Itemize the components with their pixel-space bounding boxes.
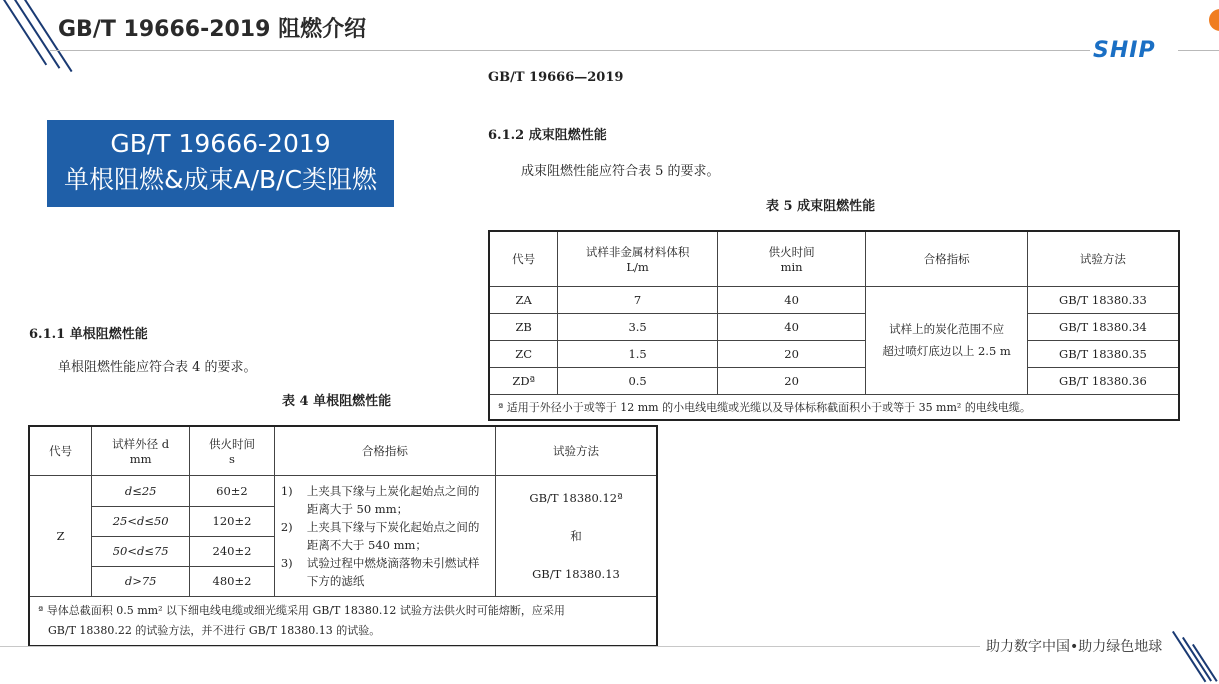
table-5-header-criteria: 合格指标 xyxy=(866,231,1027,286)
table-5-header-row xyxy=(489,231,1179,286)
criteria-line-2: 超过喷灯底边以上 2.5 m xyxy=(882,344,1011,358)
header-time-label: 供火时间 xyxy=(208,436,255,451)
header-divider xyxy=(50,50,1090,51)
table-cell: 0.5 xyxy=(558,367,717,394)
table-cell: 50<d≤75 xyxy=(92,536,190,566)
table-5-header-volume xyxy=(558,231,717,286)
section-6-1-1-heading: 6.1.1 单根阻燃性能 xyxy=(29,327,148,342)
header-time-label: 供火时间 xyxy=(768,244,815,259)
table-cell: ZC xyxy=(489,340,558,367)
table-4 xyxy=(28,425,658,647)
table-5-criteria-cell xyxy=(866,286,1027,394)
table-4-criteria-cell xyxy=(274,475,495,596)
header-volume-unit: L/m xyxy=(626,259,649,274)
criteria-text: 上夹具下缘与下炭化起始点之间的距离不大于 540 mm； xyxy=(306,519,480,552)
table-4-caption: 表 4 单根阻燃性能 xyxy=(282,394,392,409)
table-cell: d>75 xyxy=(92,566,190,596)
table-cell: 7 xyxy=(558,286,717,313)
banner-line-1: GB/T 19666-2019 xyxy=(110,129,331,158)
table-4-footnote xyxy=(29,596,657,646)
method-1: GB/T 18380.12ª xyxy=(529,490,623,505)
table-cell: GB/T 18380.33 xyxy=(1027,286,1179,313)
criteria-line-1: 试样上的炭化范围不应 xyxy=(889,322,1005,336)
table-cell: ZA xyxy=(489,286,558,313)
table-row xyxy=(489,286,1179,313)
table-cell: 480±2 xyxy=(190,566,275,596)
criteria-item xyxy=(281,482,489,518)
criteria-item xyxy=(281,554,489,590)
section-6-1-2-text: 成束阻燃性能应符合表 5 的要求。 xyxy=(521,164,720,179)
table-cell: d≤25 xyxy=(92,475,190,506)
section-6-1-1-text: 单根阻燃性能应符合表 4 的要求。 xyxy=(58,360,257,375)
table-cell: 20 xyxy=(717,340,866,367)
title-banner xyxy=(47,120,394,207)
table-cell: 20 xyxy=(717,367,866,394)
header-diameter-label: 试样外径 d xyxy=(112,436,170,451)
table-5-footnote: ª 适用于外径小于或等于 12 mm 的小电线电缆或光缆以及导体标称截面积小于或等于 35 mm² 的电线电缆。 xyxy=(489,394,1179,420)
table-cell: 120±2 xyxy=(190,506,275,536)
table-5-header-code: 代号 xyxy=(489,231,558,286)
table-cell: 60±2 xyxy=(190,475,275,506)
table-cell: GB/T 18380.34 xyxy=(1027,313,1179,340)
table-5-header-method: 试验方法 xyxy=(1027,231,1179,286)
table-cell: ZDª xyxy=(489,367,558,394)
table-4-header-diameter xyxy=(92,426,190,475)
table-cell: GB/T 18380.36 xyxy=(1027,367,1179,394)
table-cell: 25<d≤50 xyxy=(92,506,190,536)
table-4-header-method: 试验方法 xyxy=(495,426,657,475)
table-4-footnote-row xyxy=(29,596,657,646)
table-4-header-criteria: 合格指标 xyxy=(274,426,495,475)
method-and: 和 xyxy=(570,528,582,543)
table-row xyxy=(489,313,1179,340)
table-cell: 40 xyxy=(717,313,866,340)
header-divider-right xyxy=(1178,50,1219,51)
table-cell: ZB xyxy=(489,313,558,340)
table-cell: 240±2 xyxy=(190,536,275,566)
ship-logo: SHIP xyxy=(1093,38,1156,63)
standard-number: GB/T 19666—2019 xyxy=(488,70,624,85)
table-4-header-code: 代号 xyxy=(29,426,92,475)
table-5 xyxy=(488,230,1180,421)
table-4-method-cell xyxy=(495,475,657,596)
criteria-num: 1) xyxy=(280,483,293,498)
header-diameter-unit: mm xyxy=(129,451,152,466)
section-6-1-2-heading: 6.1.2 成束阻燃性能 xyxy=(488,128,607,143)
table-5-footnote-row xyxy=(489,394,1179,420)
table-cell: 1.5 xyxy=(558,340,717,367)
page-title: GB/T 19666-2019 阻燃介绍 xyxy=(58,17,367,42)
table-row xyxy=(489,367,1179,394)
corner-dot-icon xyxy=(1209,9,1219,31)
table-4-code-cell: Z xyxy=(29,475,92,596)
table-5-caption: 表 5 成束阻燃性能 xyxy=(766,199,876,214)
criteria-num: 3) xyxy=(280,555,293,570)
table-4-header-row xyxy=(29,426,657,475)
criteria-text: 上夹具下缘与上炭化起始点之间的距离大于 50 mm； xyxy=(306,483,480,516)
header-time-unit: min xyxy=(780,259,803,274)
table-4-header-time xyxy=(190,426,275,475)
table-cell: 3.5 xyxy=(558,313,717,340)
table-row xyxy=(29,475,657,506)
criteria-text: 试验过程中燃烧滴落物未引燃试样下方的滤纸 xyxy=(306,555,480,588)
footer-divider xyxy=(0,646,980,647)
criteria-num: 2) xyxy=(280,519,293,534)
method-2: GB/T 18380.13 xyxy=(532,566,620,581)
table-5-header-time xyxy=(717,231,866,286)
banner-line-2: 单根阻燃&成束A/B/C类阻燃 xyxy=(63,165,378,194)
footnote-line-1: ª 导体总截面积 0.5 mm² 以下细电线电缆或细光缆采用 GB/T 18380.12 试验方法供火时可能熔断，应采用 xyxy=(38,603,565,617)
footer-slogan: 助力数字中国•助力绿色地球 xyxy=(986,639,1163,655)
table-row xyxy=(489,340,1179,367)
criteria-item xyxy=(281,518,489,554)
table-cell: GB/T 18380.35 xyxy=(1027,340,1179,367)
header-volume-label: 试样非金属材料体积 xyxy=(585,244,690,259)
header-time-unit: s xyxy=(229,451,235,466)
footnote-line-2: GB/T 18380.22 的试验方法，并不进行 GB/T 18380.13 的试验。 xyxy=(48,623,381,637)
table-cell: 40 xyxy=(717,286,866,313)
